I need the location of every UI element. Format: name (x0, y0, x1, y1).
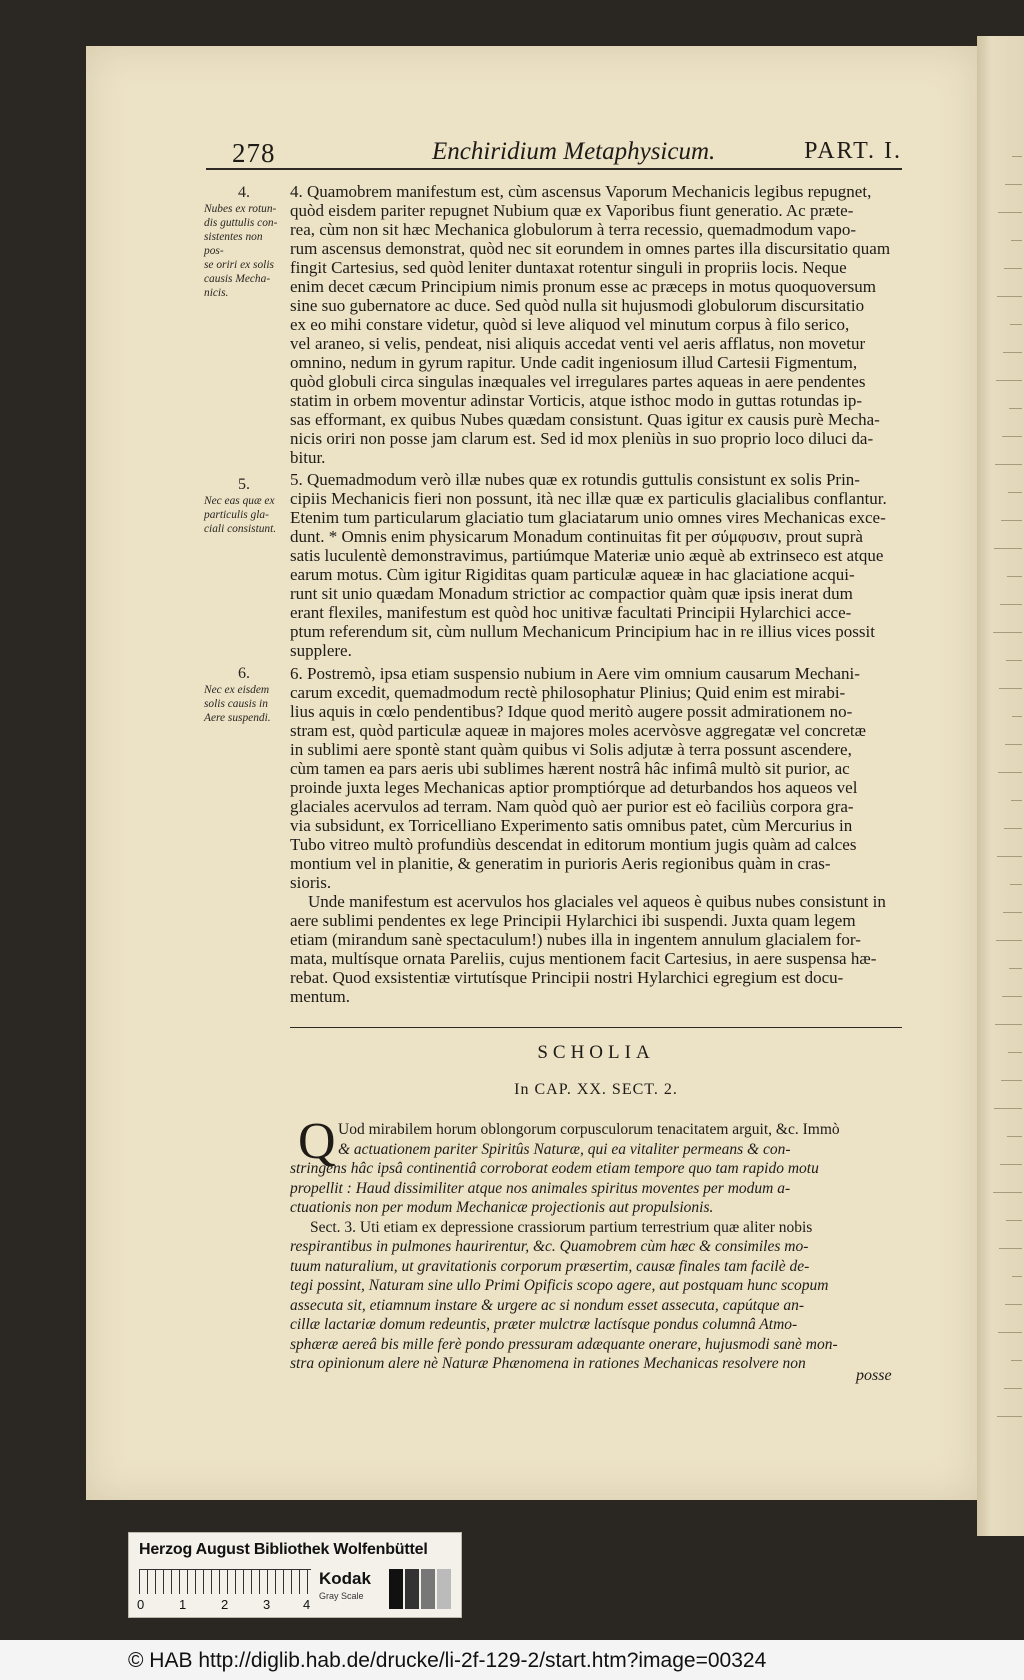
text-line: sioris. (290, 873, 332, 892)
text-line: proinde juxta leges Mechanicas aptior promptiórque ad deturbandos hos aqueos vel (290, 778, 858, 797)
text-line: mentum. (290, 987, 350, 1006)
gray-scale-label: Gray Scale (319, 1591, 364, 1601)
edge-text-line (994, 548, 1022, 549)
footer-bar (0, 1640, 1024, 1680)
scholia-text (290, 1120, 902, 1374)
note-line: se oriri ex solis (204, 259, 274, 271)
edge-text-line (994, 1108, 1022, 1109)
edge-text-line (1000, 604, 1022, 605)
text-line: Sect. 3. Uti etiam ex depressione crassiorum partium terrestrium quæ aliter nobis (310, 1218, 813, 1236)
edge-text-line (1005, 744, 1022, 745)
text-line: aere sublimi pendentes ex lege Principii Hylarchici ibi suspendi. Juxta quam legem (290, 911, 856, 930)
edge-text-line (1002, 436, 1022, 437)
edge-text-line (1005, 1304, 1022, 1305)
edge-text-line (1012, 156, 1022, 157)
edge-text-line (1011, 1360, 1022, 1361)
text-line: statim in orbem moventur adinstar Vorticis, atque isthoc modo in guttas rotundas ip- (290, 391, 863, 410)
page-number: 278 (232, 138, 276, 168)
section-number: 4. (238, 184, 250, 201)
edge-text-line (1008, 1052, 1022, 1053)
scale-digit: 4 (303, 1597, 311, 1612)
text-line: earum motus. Cùm igitur Rigiditas quam particulæ aqueæ in hac glaciatione acqui- (290, 565, 855, 584)
edge-text-line (1010, 884, 1022, 885)
text-line: ctuationis non per modum Mechanicæ projectionis aut propulsionis. (290, 1199, 714, 1216)
text-line: runt sit unio quædam Monadum strictior ac compactior quàm quæ ipsis inerat dum (290, 584, 853, 603)
gray-patch (437, 1569, 451, 1609)
text-line: etiam (mirandum sanè spectaculum!) nubes illa in ingentem annulum glacialem for- (290, 930, 861, 949)
scale-digit: 2 (221, 1597, 229, 1612)
text-line: 5. Quemadmodum verò illæ nubes quæ ex rotundis guttulis consistunt ex solis Prin- (290, 470, 860, 489)
text-line: fingit Cartesius, sed quòd leniter duntaxat rotentur singuli in propriis locis. Neque (290, 258, 847, 277)
note-line: nicis. (204, 287, 229, 299)
edge-text-line (1001, 1080, 1022, 1081)
edge-text-line (1002, 996, 1022, 997)
text-line: dunt. * Omnis enim physicarum Monadum continuitas fit per σύμφυσιν, prout suprà (290, 527, 863, 546)
text-line: supplere. (290, 641, 352, 660)
drop-cap: Q (298, 1113, 336, 1170)
edge-text-line (997, 856, 1022, 857)
text-line: in sublimi aere spontè stant quàm quibus vi Solis adjutæ à terra possunt ascendere, (290, 740, 852, 759)
edge-text-line (995, 464, 1022, 465)
text-line: ptum referendum sit, cùm nullum Mechanicum Principium hac in re illius vices possit (290, 622, 875, 641)
section-rule (290, 1027, 902, 1028)
catchword: posse (856, 1367, 892, 1384)
text-line: & actuationem pariter Spiritûs Naturæ, qui ea vitaliter permeans & con- (338, 1140, 791, 1158)
edge-text-line (995, 1024, 1022, 1025)
edge-text-line (997, 296, 1022, 297)
text-line: cillæ lactariæ domum redeuntis, præter mulctræ lactísque pondus columnâ Atmo- (290, 1316, 798, 1333)
running-header (206, 128, 902, 170)
gray-patch (421, 1569, 435, 1609)
margin-note-6 (204, 665, 284, 725)
text-line: nicis oriri non posse jam clarum est. Sed id mox pleniùs in suo proprio loco diluci da- (290, 429, 874, 448)
edge-text-line (998, 772, 1022, 773)
text-line: montium vel in planitie, & generatim in purioris Aeris regionibus quàm in cras- (290, 854, 831, 873)
note-line: sistentes non pos- (204, 231, 263, 257)
edge-text-line (996, 940, 1022, 941)
text-line: lius aquis in cœlo pendentibus? Idque quod meritò augere possit admirationem no- (290, 702, 853, 721)
text-line: cùm tamen ea pars aeris ubi sublimes hærent nostrâ hâc infimâ multò sit purior, ac (290, 759, 850, 778)
text-line: Unde manifestum est acervulos hos glaciales vel aqueos è quibus nubes consistunt in (308, 892, 886, 911)
text-line: vel araneo, si velis, pendeat, nisi aliquis accedat venti vel aeris afflatus, non movetur (290, 334, 866, 353)
edge-text-line (1011, 240, 1022, 241)
edge-text-line (1003, 352, 1022, 353)
text-line: erant flexiles, manifestum est quòd hoc unitivæ facultati Principii Hylarchici acce- (290, 603, 852, 622)
edge-text-line (993, 632, 1022, 633)
edge-text-line (1007, 1136, 1022, 1137)
dark-background (0, 0, 80, 1640)
edge-text-line (1012, 716, 1022, 717)
edge-text-line (1008, 492, 1022, 493)
text-line: Etenim tum particularum glaciatio tum glaciatarum unio omnes vires Mechanicas exce- (290, 508, 886, 527)
section-4-text (290, 182, 902, 467)
text-line: rebat. Quod exsistentiæ virtutísque Principii nostri Hylarchici egregium est docu- (290, 968, 844, 987)
gray-patch (405, 1569, 419, 1609)
text-line: mata, multísque ornata Pareliis, cujus mentionem facit Cartesius, in aere suspensa hæ- (290, 949, 877, 968)
edge-text-line (1001, 520, 1022, 521)
scale-digit: 1 (179, 1597, 187, 1612)
text-line: rea, cùm non sit hæc Mechanica globulorum à terra recessio, quemadmodum vapo- (290, 220, 857, 239)
text-line: sine suo gubernatore ac duce. Sed quòd nulla sit hujusmodi globulorum discursitatio (290, 296, 865, 315)
edge-text-line (1012, 1276, 1022, 1277)
text-line: glaciales acervulos ad terram. Nam quòd quò aer purior est eò faciliùs corpora gra- (290, 797, 854, 816)
margin-note-4 (204, 184, 284, 300)
part-label: PART. I. (804, 138, 902, 164)
running-title: Enchiridium Metaphysicum. (432, 138, 716, 165)
note-line: particulis gla- (204, 509, 269, 521)
note-line: Nec ex eisdem (204, 684, 270, 696)
text-line: carum excedit, quemadmodum rectè philosophatur Plinius; Quid enim est mirabi- (290, 683, 846, 702)
text-line: via subsidunt, ex Torricelliano Experimento satis omnibus patet, cùm Mercurius in (290, 816, 853, 835)
note-line: Aere suspendi. (204, 712, 271, 724)
note-line: dis guttulis con- (204, 217, 278, 229)
edge-text-line (999, 688, 1022, 689)
text-line: ex eo mihi constare videtur, quòd si leve aliquod vel minutum corpus à filo serico, (290, 315, 850, 334)
text-line: sas efformant, ex quibus Nubes quædam consistunt. Quas igitur ex causis purè Mecha- (290, 410, 880, 429)
text-line: 4. Quamobrem manifestum est, cùm ascensus Vaporum Mechanicis legibus repugnet, (290, 182, 872, 201)
text-line: stringens hâc ipsâ continentiâ corroborat eodem etiam tempore quo tam rapido motu (290, 1160, 819, 1177)
text-line: quòd eisdem pariter repugnet Nubium quæ ex Vaporibus fiunt generatio. Ac præte- (290, 201, 854, 220)
text-line: Uod mirabilem horum oblongorum corpusculorum tenacitatem arguit, &c. Immò (338, 1121, 840, 1138)
edge-text-line (997, 1416, 1022, 1417)
text-line: respirantibus in pulmones haurirentur, &c. Quamobrem cùm hæc & consimiles mo- (290, 1238, 809, 1255)
text-line: rum ascensus demonstrat, quòd nec sit eorundem in omnes partes illa discursitatio quam (290, 239, 891, 258)
edge-text-line (996, 380, 1022, 381)
edge-text-line (1000, 1164, 1022, 1165)
edge-text-line (1004, 828, 1022, 829)
section-6-text (290, 664, 902, 1006)
edge-text-line (1007, 576, 1022, 577)
margin-note-5 (204, 476, 284, 536)
section-number: 6. (238, 665, 250, 682)
gray-patch (389, 1569, 403, 1609)
copyright-link[interactable]: © HAB http://diglib.hab.de/drucke/li-2f-129-2/start.htm?image=00324 (128, 1649, 767, 1672)
text-line: sphæræ aereâ bis mille ferè pondo pressuram adæquante onerare, hujusmodi sanè mon- (290, 1335, 838, 1353)
text-line: bitur. (290, 448, 326, 467)
edge-text-line (1005, 184, 1022, 185)
color-calibration-card (128, 1532, 462, 1618)
text-line: stram est, quòd particulæ aqueæ in majores moles acervòsve aggregatæ vel concretæ (290, 721, 866, 740)
section-number: 5. (238, 476, 250, 493)
text-line: tegi possint, Naturam sine ullo Primi Opificis scopo agere, aut postquam hunc scopum (290, 1277, 829, 1294)
note-line: Nec eas quæ ex (204, 495, 275, 507)
section-5-text (290, 470, 902, 660)
text-line: propellit : Haud dissimiliter atque nos animales spiritus moventes per modum a- (290, 1179, 791, 1197)
edge-text-line (1011, 800, 1022, 801)
text-line: stra opinionum alere nè Naturæ Phænomena in rationes Mechanicas resolvere non (290, 1355, 806, 1372)
edge-text-line (1004, 1388, 1022, 1389)
kodak-logo: Kodak (319, 1569, 371, 1588)
text-line: satis luculentè demonstravimus, partiúmque Materiæ unio æquè ab extrinseco est atque (290, 546, 884, 565)
edge-text-line (1010, 324, 1022, 325)
text-line: tuum naturalium, ut gravitationis corporum præsertim, causæ finales tam facilè de- (290, 1257, 810, 1275)
edge-text-line (1004, 268, 1022, 269)
text-line: cipiis Mechanicis fieri non possunt, ità nec illæ quæ ex particulis glacialibus conflantur. (290, 489, 887, 508)
edge-text-line (1003, 912, 1022, 913)
edge-text-line (998, 1332, 1022, 1333)
scholia-subheading: In CAP. XX. SECT. 2. (514, 1081, 678, 1098)
text-line: enim decet cæcum Principium nimis pronum esse ac præceps in motus quoquoversum (290, 277, 876, 296)
text-line: 6. Postremò, ipsa etiam suspensio nubium in Aere vim omnium causarum Mechani- (290, 664, 860, 683)
scale-ruler (139, 1569, 311, 1594)
note-line: ciali consistunt. (204, 523, 277, 535)
edge-text-line (998, 212, 1022, 213)
edge-text-line (999, 1248, 1022, 1249)
note-line: solis causis in (204, 698, 268, 710)
edge-text-line (993, 1192, 1022, 1193)
edge-text-line (1006, 660, 1022, 661)
edge-text-line (1009, 408, 1022, 409)
scale-digit: 3 (263, 1597, 271, 1612)
library-name: Herzog August Bibliothek Wolfenbüttel (139, 1541, 428, 1558)
note-line: Nubes ex rotun- (204, 203, 277, 215)
text-line: assecuta sit, etiamnum instare & urgere ac si nondum esset assecuta, capútque an- (290, 1296, 805, 1314)
scholia-heading: SCHOLIA (537, 1042, 655, 1063)
text-line: omnino, nedum in gyrum rapitur. Unde cadit ingeniosum illud Cartesii Figmentum, (290, 353, 858, 372)
edge-text-line (1009, 968, 1022, 969)
text-line: Tubo vitreo multò profundiùs descendat in editorum montium jugis quàm ad calces (290, 835, 857, 854)
text-line: quòd globuli circa singulas inæquales vel irregulares partes aqueas in aere pendentes (290, 372, 866, 391)
scale-digit: 0 (137, 1597, 145, 1612)
adjacent-page-edge (977, 36, 1024, 1536)
edge-text-line (1006, 1220, 1022, 1221)
note-line: causis Mecha- (204, 273, 271, 285)
